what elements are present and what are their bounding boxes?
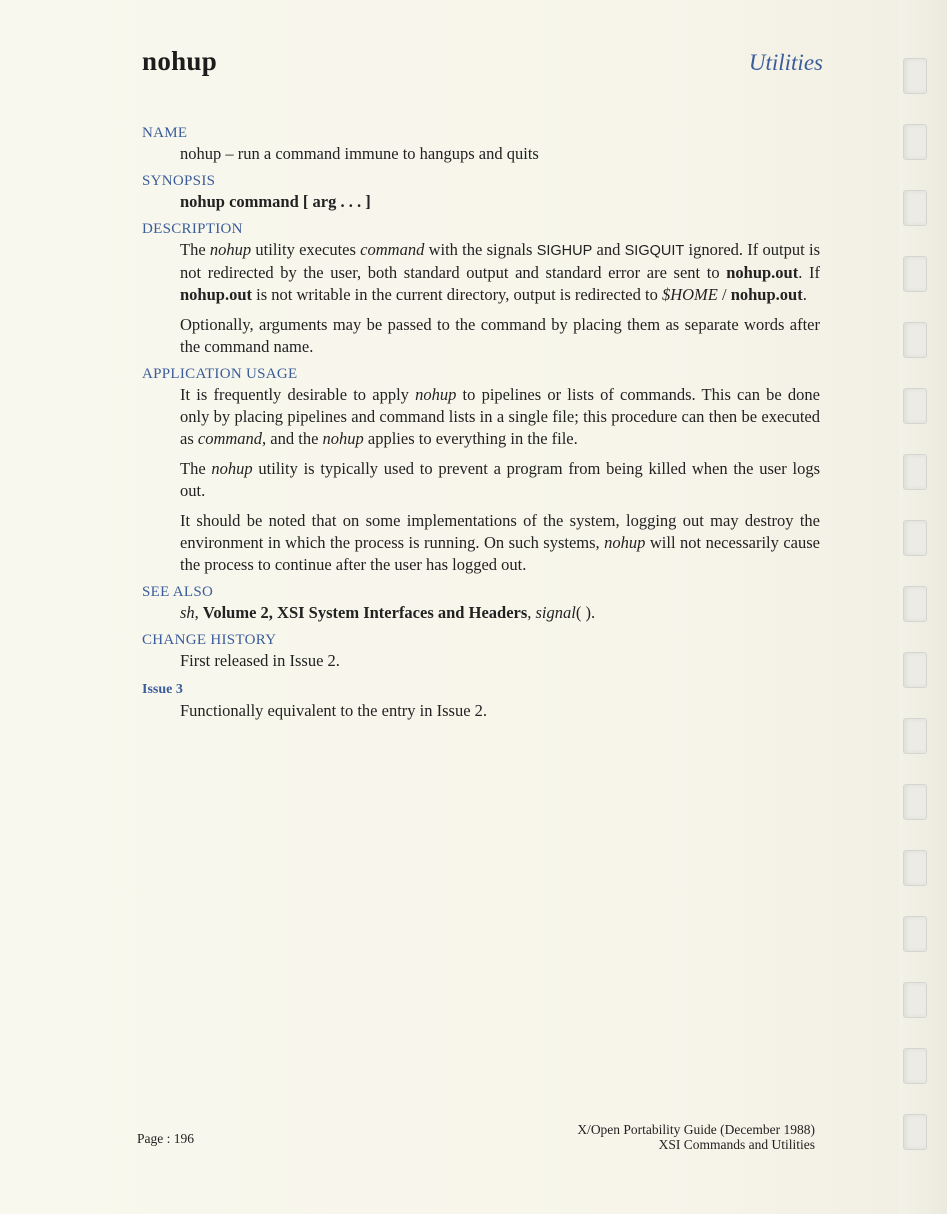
page-title: nohup — [142, 46, 218, 76]
see-also-text — [180, 602, 820, 624]
reference-volume: Volume 2, XSI System Interfaces and Headers — [202, 603, 528, 622]
edge-tab-mark — [903, 454, 927, 490]
text-span: . — [802, 285, 807, 304]
page-number: Page : 196 — [137, 1131, 194, 1146]
description-paragraph: Optionally, arguments may be passed to the command by placing them as separate words after the command name. — [180, 315, 820, 356]
edge-tab-mark — [903, 322, 927, 358]
text-span: will not necessarily cause the process to continue after the user has logged out. — [180, 533, 820, 574]
text-span: It is frequently desirable to apply — [180, 385, 416, 404]
change-history-body — [180, 650, 820, 672]
footer-guide-subtitle: XSI Commands and Utilities — [658, 1137, 815, 1152]
edge-tab-mark — [903, 256, 927, 292]
edge-tab-mark — [903, 1048, 927, 1084]
issue3-text: Functionally equivalent to the entry in Issue 2. — [180, 701, 488, 720]
command-term: command — [360, 240, 425, 259]
text-span: to pipelines or lists of commands. This can be done only by placing pipelines and command lists in a single file; this procedure can then be executed as — [180, 385, 820, 448]
edge-tab-mark — [903, 718, 927, 754]
command-name: nohup — [415, 385, 457, 404]
synopsis-body — [180, 191, 820, 213]
command-name: nohup — [604, 533, 646, 552]
signal-name: SIGQUIT — [624, 243, 685, 259]
text-span: The — [180, 459, 212, 478]
section-label: Utilities — [748, 50, 823, 75]
edge-tab-mark — [903, 652, 927, 688]
command-name: nohup — [322, 429, 364, 448]
edge-tab-mark — [903, 586, 927, 622]
description-paragraph — [180, 239, 820, 306]
file-name: nohup.out — [726, 263, 799, 282]
edge-tab-mark — [903, 58, 927, 94]
issue3-body — [180, 700, 820, 722]
see-also-heading: SEE ALSO — [142, 584, 214, 600]
edge-tab-mark — [903, 1114, 927, 1150]
edge-tab-mark — [903, 982, 927, 1018]
synopsis-heading: SYNOPSIS — [142, 173, 216, 189]
reference-link: sh — [180, 603, 195, 622]
text-span: , and the — [262, 429, 323, 448]
edge-tab-mark — [903, 784, 927, 820]
text-span: with the signals — [424, 240, 537, 259]
edge-tab-mark — [903, 190, 927, 226]
text-span: . If — [798, 263, 820, 282]
edge-tab-mark — [903, 388, 927, 424]
text-span: , — [527, 603, 536, 622]
command-name: nohup — [211, 459, 253, 478]
name-heading: NAME — [142, 125, 188, 141]
usage-heading: APPLICATION USAGE — [142, 366, 298, 382]
reference-function: signal — [535, 603, 576, 622]
text-span: The — [180, 240, 210, 259]
edge-tab-mark — [903, 850, 927, 886]
edge-tab-mark — [903, 916, 927, 952]
edge-tab-mark — [903, 124, 927, 160]
env-variable: $HOME — [661, 285, 718, 304]
change-history-text: First released in Issue 2. — [180, 651, 340, 670]
change-history-heading: CHANGE HISTORY — [142, 632, 277, 648]
description-heading: DESCRIPTION — [142, 221, 243, 237]
footer-guide-title: X/Open Portability Guide (December 1988) — [577, 1122, 815, 1137]
usage-paragraph — [180, 510, 820, 576]
signal-name: SIGHUP — [536, 243, 593, 259]
text-span: utility is typically used to prevent a program from being killed when the user logs out. — [180, 459, 820, 500]
footer-guide — [577, 1122, 815, 1152]
text-span: is not writable in the current directory, output is redirected to — [252, 285, 662, 304]
file-name: nohup.out — [730, 285, 803, 304]
text-span: , — [194, 603, 203, 622]
command-term: command — [197, 429, 263, 448]
name-text: nohup – run a command immune to hangups and quits — [180, 144, 539, 163]
see-also-body — [180, 602, 820, 624]
path-separator: / — [717, 285, 731, 304]
text-span: It should be noted that on some implementations of the system, logging out may destroy the environment in which the process is running. On such systems, — [180, 511, 820, 552]
text-span: ( ). — [575, 603, 596, 622]
text-span: and — [592, 240, 625, 259]
page-edge-tabs — [899, 0, 947, 1214]
text-span: utility executes — [251, 240, 361, 259]
usage-paragraph — [180, 458, 820, 502]
synopsis-text: nohup command [ arg . . . ] — [180, 192, 371, 211]
text-span: applies to everything in the file. — [363, 429, 578, 448]
usage-body — [180, 384, 820, 576]
file-name: nohup.out — [180, 285, 253, 304]
text-span: ignored. If output is not redirected by the user, both standard output and standard error are sent to — [180, 240, 820, 282]
description-body — [180, 239, 820, 358]
usage-paragraph — [180, 384, 820, 450]
issue3-heading: Issue 3 — [142, 682, 183, 697]
manual-entry — [142, 117, 820, 722]
command-name: nohup — [209, 240, 252, 259]
name-body — [180, 143, 820, 165]
edge-tab-mark — [903, 520, 927, 556]
